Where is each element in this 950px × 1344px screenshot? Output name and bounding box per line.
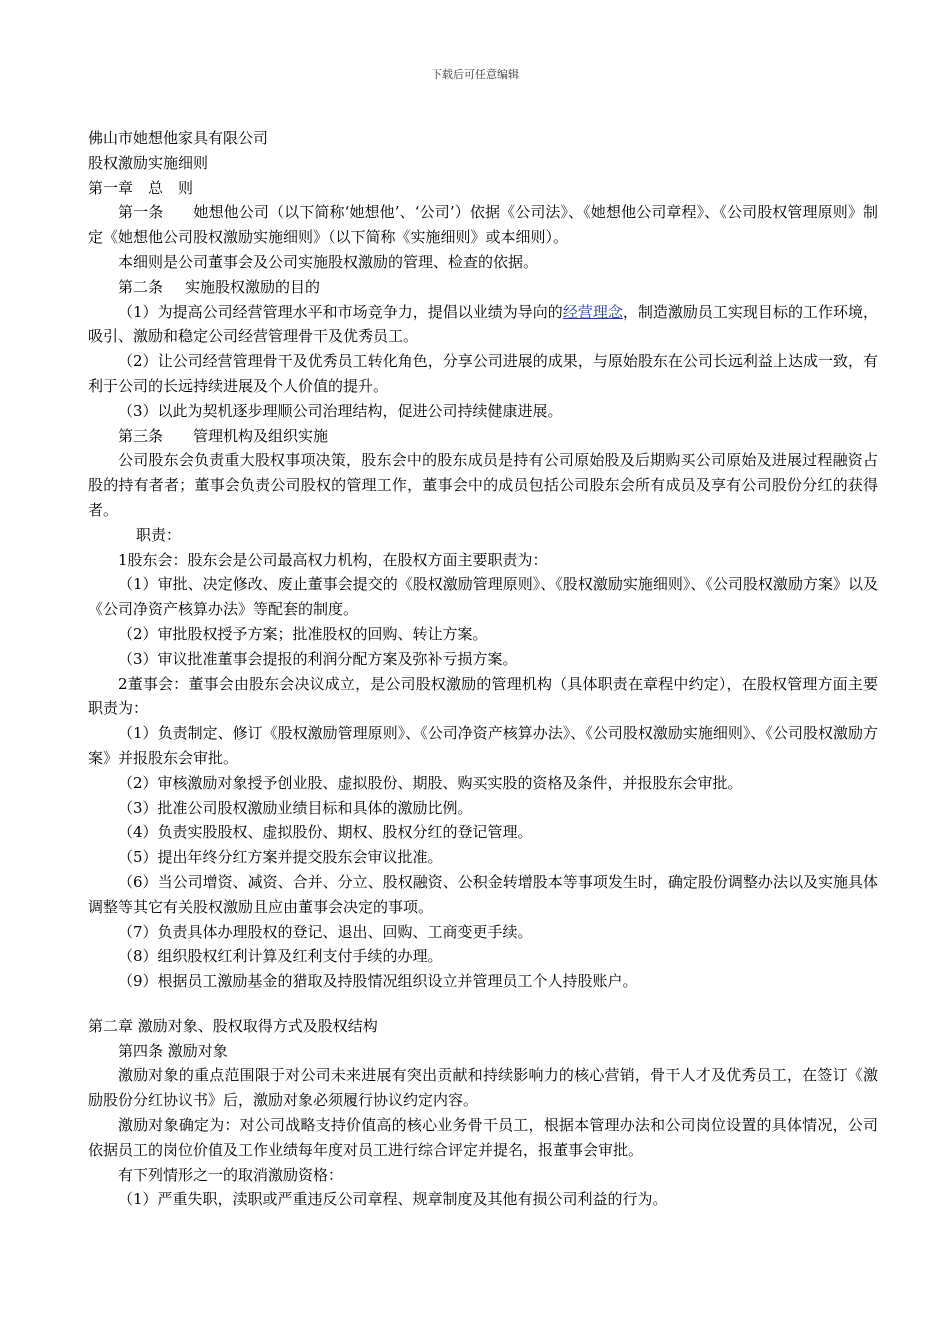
article-2-item-1-text: （1）为提高公司经营管理水平和市场竞争力，提倡以业绩为导向的	[118, 302, 563, 321]
board-item: （8）组织股权红利计算及红利支付手续的办理。	[118, 947, 443, 966]
shareholders-item: （1）审批、决定修改、废止董事会提交的《股权激励管理原则》、《股权激励实施细则》、《公司股权激励方案》以及《公司净资产核算办法》等配套的制度。	[88, 575, 878, 619]
article-2-item-2: （2）让公司经营管理骨干及优秀员工转化角色，分享公司进展的成果，与原始股东在公司长远利益上达成一致，有利于公司的长远持续进展及个人价值的提升。	[88, 352, 878, 395]
article-3-title: 管理机构及组织实施	[193, 426, 329, 445]
board-item: （2）审核激励对象授予创业股、虚拟股份、期股、购买实股的资格及条件，并报股东会审批。	[118, 773, 743, 792]
article-3-label: 第三条	[118, 426, 164, 445]
spacer	[88, 994, 878, 1014]
board-intro: 2董事会：董事会由股东会决议成立，是公司股权激励的管理机构（具体职责在章程中约定），在股权管理方面主要职责为：	[88, 674, 878, 718]
article-2-item-1-text-end: ，制造激励员工实现目标的工作环境，吸引、激励和稳定公司经营管理骨干及优秀员工。	[88, 302, 878, 346]
article-2-item-3: （3）以此为契机逐步理顺公司治理结构，促进公司持续健康进展。	[118, 401, 563, 420]
document-body	[88, 126, 878, 1212]
shareholders-meeting-intro: 1股东会：股东会是公司最高权力机构，在股权方面主要职责为：	[118, 550, 548, 569]
chapter-1-heading: 第一章 总 则	[88, 178, 194, 197]
company-name: 佛山市她想他家具有限公司	[88, 129, 269, 147]
duties-label: 职责：	[136, 525, 182, 544]
document-title: 股权激励实施细则	[88, 153, 209, 172]
article-4-paragraph-2: 激励对象确定为：对公司战略支持价值高的核心业务骨干员工，根据本管理办法和公司岗位设置的具体情况，公司依据员工的岗位价值及工作业绩每年度对员工进行综合评定并提名，报董事会审批。	[88, 1116, 878, 1159]
board-item: （6）当公司增资、减资、合并、分立、股权融资、公积金转增股本等事项发生时，确定股份调整办法以及实施具体调整等其它有关股权激励且应由董事会决定的事项。	[88, 872, 878, 916]
article-2-item-1	[88, 300, 878, 350]
shareholders-item: （3）审议批准董事会提报的利润分配方案及弥补亏损方案。	[118, 649, 518, 668]
article-4-paragraph-1: 激励对象的重点范围限于对公司未来进展有突出贡献和持续影响力的核心营销，骨干人才及优秀员工，在签订《激励股份分红协议书》后，激励对象必须履行协议约定内容。	[88, 1066, 878, 1110]
article-2-heading	[88, 275, 878, 300]
board-item: （1）负责制定、修订《股权激励管理原则》、《公司净资产核算办法》、《公司股权激励实施细则》、《公司股权激励方案》并报股东会审批。	[88, 724, 878, 767]
shareholders-item: （2）审批股权授予方案；批准股权的回购、转让方案。	[118, 624, 488, 643]
article-2-title: 实施股权激励的目的	[185, 277, 321, 296]
chapter-2-heading: 第二章 激励对象、股权取得方式及股权结构	[88, 1016, 378, 1035]
article-3-heading	[88, 424, 878, 449]
article-2-label: 第二条	[118, 277, 164, 296]
board-item: （9）根据员工激励基金的猎取及持股情况组织设立并管理员工个人持股账户。	[118, 972, 638, 991]
page-header: 下载后可任意编辑	[431, 68, 519, 81]
board-item: （3）批准公司股权激励业绩目标和具体的激励比例。	[118, 798, 473, 817]
article-1-text: 她想他公司（以下简称‘她想他’、‘公司’）依据《公司法》、《她想他公司章程》、《公司股权管理原则》制定《她想他公司股权激励实施细则》（以下简称《实施细则》或本细则）。	[88, 203, 878, 247]
article-4-heading: 第四条 激励对象	[118, 1041, 228, 1060]
article-1-paragraph-2: 本细则是公司董事会及公司实施股权激励的管理、检查的依据。	[118, 252, 539, 271]
board-item: （7）负责具体办理股权的登记、退出、回购、工商变更手续。	[118, 922, 533, 941]
board-item: （5）提出年终分红方案并提交股东会审议批准。	[118, 848, 443, 867]
article-4-paragraph-3: 有下列情形之一的取消激励资格：	[118, 1165, 344, 1184]
article-3-paragraph: 公司股东会负责重大股权事项决策，股东会中的股东成员是持有公司原始股及后期购买公司原始及进展过程融资占股的持有者者；董事会负责公司股权的管理工作，董事会中的成员包括公司股东会所有成员及享有公司股份分红的获得者。	[88, 451, 878, 519]
business-philosophy-link[interactable]: 经营理念	[562, 302, 623, 321]
board-item: （4）负责实股股权、虚拟股份、期权、股权分红的登记管理。	[118, 823, 533, 842]
article-4-item-1: （1）严重失职，渎职或严重违反公司章程、规章制度及其他有损公司利益的行为。	[118, 1190, 668, 1209]
article-1-label: 第一条	[118, 203, 164, 222]
article-1	[88, 200, 878, 250]
